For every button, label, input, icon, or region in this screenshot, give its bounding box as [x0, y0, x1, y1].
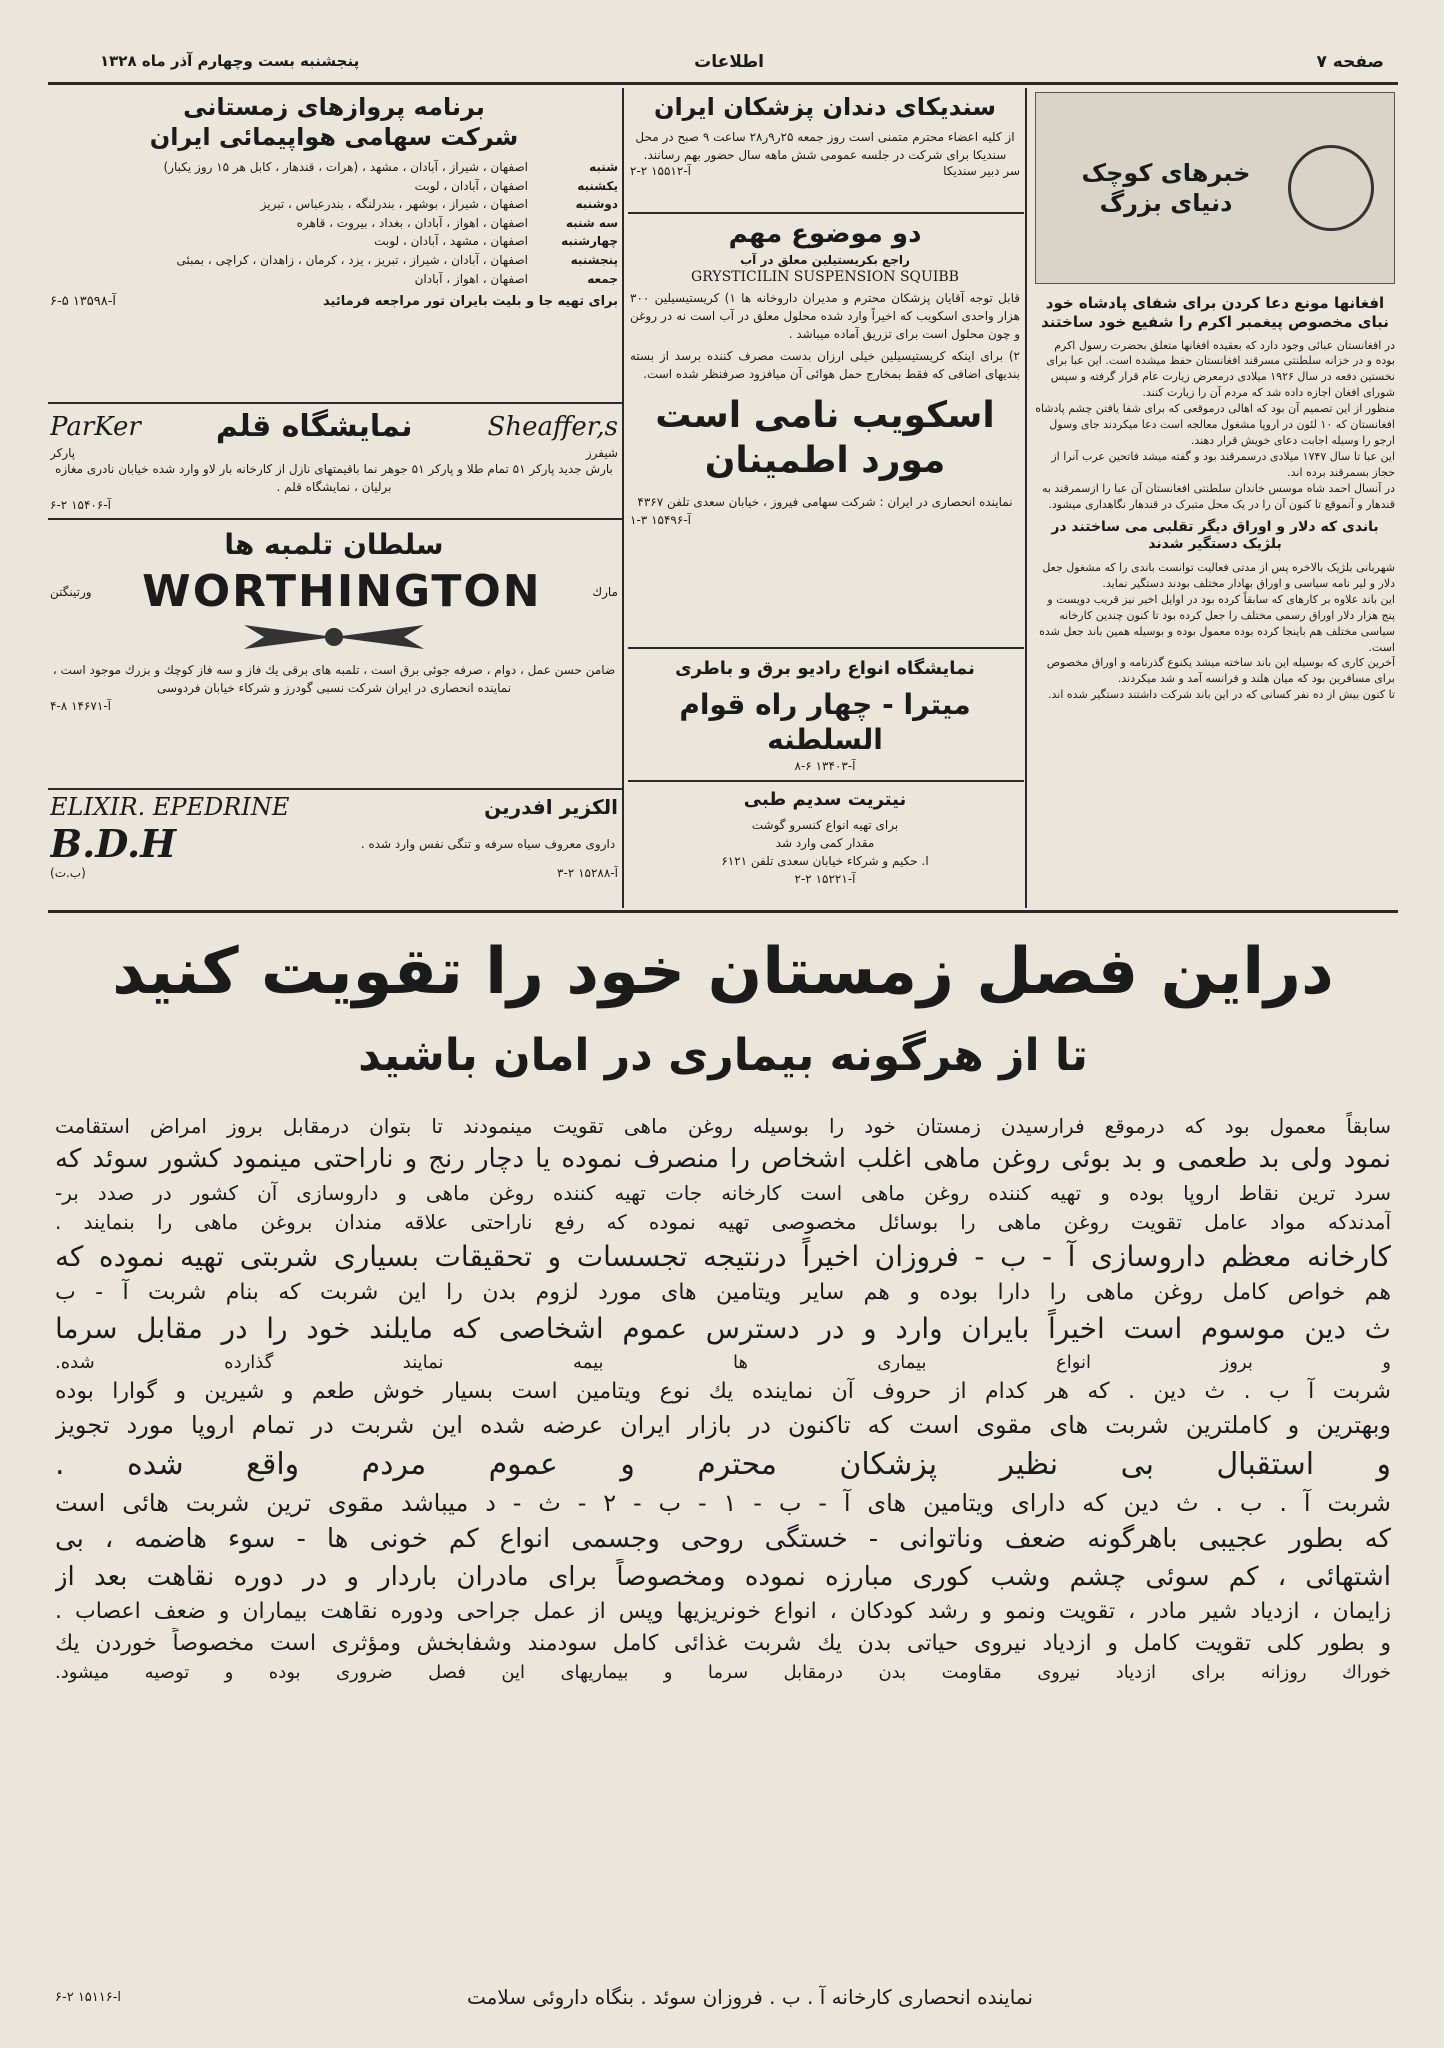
column-rule-right: [1025, 88, 1027, 908]
main-ad-line: و استقبال بی نظیر پزشکان محترم و عموم مردم واقع شده .: [55, 1446, 1391, 1482]
main-ad-body: [55, 1112, 1391, 1686]
flight-row: [50, 177, 618, 196]
squibb-slogan: اسکویب نامی است مورد اطمینان: [655, 394, 995, 481]
main-ad-code: آ-۱۵۱۱۶ ۲-۶: [55, 1990, 122, 2005]
main-ad-line: شربت آ . ب . ث دین که دارای ویتامین های آ - ب - ۱ - ب - ۲ - ث - د میباشد مقوی ترین شربت هائی است: [55, 1489, 1391, 1518]
flight-schedule-list: [50, 158, 618, 288]
rule-flights: [48, 402, 624, 404]
main-ad-line: آمدندکه مواد عامل تقویت روغن ماهی را بوسائل مخصوصی تهیه نموده که رفع ناراحتی علاقه مندان بروغن ماهی را بنمایند .: [55, 1209, 1391, 1234]
section-rule: [48, 910, 1398, 913]
sodium-nitrite-ad: نیتریت سدیم طبی برای تهیه انواع کنسرو گوشت مقدار کمی وارد شد ا. حکیم و شرکاء خیابان سعدی تلفن ۶۱۲۱ آ-۱۵۲۲۱ ۲-۲: [721, 789, 929, 886]
main-ad-line: و بطور کلی تقویت کامل و ازدیاد نیروی حیاتی بدن یك شربت غذائی کامل سودمند وشفابخش ومؤثری است مخصوصاً خوردن یك: [55, 1631, 1391, 1657]
main-ad-line: کارخانه معظم داروسازی آ - ب - فروزان اخیراً درنتیجه تجسسات و تحقیقات بسیاری شربتی تهیه نموده که: [55, 1239, 1391, 1273]
winged-emblem-icon: [234, 617, 434, 657]
main-ad-line: هم خواص کامل روغن ماهی را دارا بوده و هم سایر ویتامین های مورد لزوم بدن را این شربت که بنام شربت آ - ب: [55, 1280, 1391, 1306]
rule-dentists: [628, 212, 1024, 214]
column-rule-left: [622, 88, 624, 908]
pen-exhibition-ad: ParKer نمایشگاه قلم Sheaffer,s پارکر شیفرز بارش جدید پارکر ۵۱ تمام طلا و پارکر ۵۱ جوهر نما باقیمتهای نازل از کارخانه بار لاو وارد شده خیابان نادری مغازه برلیان ، نمایشگاه قلم . آ-۱۵۴۰۶ ۲-۶: [50, 409, 618, 512]
main-ad-line: ث دین موسوم است اخیراً بایران وارد و در دسترس عموم اشخاصی که مایلند خود را در مقابل سرما: [55, 1312, 1391, 1346]
flight-day: سه شنبه: [565, 215, 618, 230]
flight-day: جمعه: [587, 271, 618, 286]
flight-row: [50, 195, 618, 214]
flight-route: اصفهان ، اهواز ، آبادان ، بغداد ، بیروت ، قاهره: [296, 215, 528, 230]
main-ad-line: سرد ترین نقاط اروپا بوده و تهیه کننده روغن ماهی است کارخانه جات تهیه کننده روغن ماهی و داروسازی آن کشور در صدد بر-: [55, 1180, 1391, 1205]
headline-belgium: باندی که دلار و اوراق دیگر تقلبی می ساختند در بلژیک دستگیر شدند: [1051, 518, 1379, 553]
page-number: صفحه ۷: [1316, 52, 1384, 72]
flights-schedule-ad: برنامه پروازهای زمستانی شرکت سهامی هواپیمائی ایران شنبه اصفهان ، شیراز ، آبادان ، مشهد ، (هرات ، قندهار ، کابل هر ۱۵ روز یکبار) یکشنبه اصفهان ، آبادان ، لوبت دوشنبه اصفهان ، شیراز ، بوشهر ، بندرلنگه ، بندرعباس ، تبریز سه شنبه اصفهان ، اهواز ، آبادان ، بغداد ، بیروت ، قاهره چهارشنبه اصفهان ، مشهد ، آبادان ، لوبت پنجشنبه اصفهان ، آبادان ، شیراز ، تبریز ، یزد ، کرمان ، زاهدان ، کراچی ، بمبئی جمعه اصفهان ، اهواز ، آبادان برای تهیه جا و بلیت بایران تور مراجعه فرمائید آ-۱۳۵۹۸ ۵-۶: [50, 93, 618, 310]
flight-day: دوشنبه: [575, 197, 618, 212]
main-ad-agent: نماینده انحصاری کارخانه آ . ب . فروزان سوئد . بنگاه داروئی سلامت: [467, 1985, 1033, 2009]
issue-date: پنجشنبه بست وچهارم آذر ماه ۱۳۲۸: [100, 52, 360, 70]
main-ad-subhead: تا از هرگونه بیماری در امان باشید: [358, 1030, 1088, 1081]
main-ad-line: و بروز انواع بیماری ها بیمه نمایند گذارده شده.: [55, 1351, 1391, 1373]
elixir-ephedrine-ad: ELIXIR. EPEDRINE الکزیر افدرین B.D.H داروی معروف سیاه سرفه و تنگی نفس وارد شده . (ب.ت) آ-۱۵۲۸۸ ۲-۳: [50, 793, 618, 880]
main-ad-headline: دراین فصل زمستان خود را تقویت کنید: [112, 935, 1334, 1009]
flight-route: اصفهان ، مشهد ، آبادان ، لوبت: [374, 234, 528, 249]
main-ad-line: سابقاً معمول بود که درموقع فرارسیدن زمستان خود را بوسیله روغن ماهی تقویت مینمودند تا بتوان درمقابل بروز امراض استقامت: [55, 1114, 1391, 1138]
main-ad-line: نمود ولی بد طعمی و بد بوئی روغن ماهی اغلب اشخاص را منصرف نموده یا دچار رنج و ناراحتی مینمود کشور سوئد که: [55, 1144, 1391, 1174]
header-rule: [48, 82, 1398, 85]
main-ad-line: خوراك روزانه برای ازدیاد نیروی مقاومت بدن درمقابل سرما و بیماریهای این فصل ضروری بوده و توصیه میشود.: [55, 1662, 1391, 1683]
globe-icon: [1288, 145, 1374, 231]
flight-route: اصفهان ، شیراز ، آبادان ، مشهد ، (هرات ، قندهار ، کابل هر ۱۵ روز یکبار): [163, 160, 528, 174]
flight-row: [50, 232, 618, 251]
flight-route: اصفهان ، اهواز ، آبادان: [414, 271, 528, 286]
flight-day: چهارشنبه: [561, 234, 618, 249]
flight-route: اصفهان ، آبادان ، شیراز ، تبریز ، یزد ، کرمان ، زاهدان ، کراچی ، بمبئی: [176, 252, 528, 267]
small-world-news: خبرهای کوچک دنیای بزرگ افغانها مونع دعا کردن برای شفای پادشاه خود نبای مخصوص پیغمبر اکرم را شفیع خود ساختند در افغانستان عبائی وجود دارد که بعقیده افغانها متعلق بحضرت رسول اکرم بوده و در خزانه سلطنتی مسرقند افغانستان حفظ میشده است. این عبا برای نخستین دفعه در سال ۱۹۲۶ میلادی درمعرض زیارت عام قرار گرفته و سپس شورای افغان اجازه داده شد که مردم آن را زیارت کنند. منظور از این تصمیم آن بود که اهالی درموقعی که برای شفا یافتن چشم پادشاه افغانستان که ۱۰ لئون در اروپا مشغول معالجه است دعا میکردند جای وسول ارجو را وسیله اجابت دعای خویش قرار دهند. این عبا تا سال ۱۷۴۷ میلادی درسمرقند بود و گفته میشد فاتحین عرب آنرا از حجاز بسمرقند برده اند. در آنسال احمد شاه موسس خاندان سلطنتی افغانستان آن عبا را ازسمرقند به قندهار و آنموقع تا کنون آن را در یک محل متبرک در قندهار نگاهداری میشود. باندی که دلار و اوراق دیگر تقلبی می ساختند در بلژیک دستگیر شدند شهربانی بلژیک بالاخره پس از مدتی فعالیت توانست باندی را که مشغول جعل دلار و لیر نامه سیاسی و اوراق بهادار مختلف بودند دستگیر نماید. این باند علاوه بر کارهای که سابقاً کرده بود در اوایل اخیر نیز قریب دویست و پنج هزار دلار اوراق رسمی مختلف را جعل کرده بود تا کنون چندین کارخانه سیاسی مختلف هم باینجا کرده بوده معمول بوده و بوسیله همین باند جعل شده است. آخرین کاری که بوسیله این باند ساخته میشد یکنوع گذرنامه و اوراق مخصوص برای مسافرین بود که میان هلند و فرانسه آمد و شد میکردند. تا کنون بیش از ده نفر کسانی که در این باند شرکت داشتند دستگیر شده اند.: [1035, 92, 1395, 907]
flight-row: [50, 158, 618, 177]
rule-worthington: [48, 788, 624, 790]
worthington-pumps-ad: سلطان تلمبه ها ورتینگتن WORTHINGTON مارك ضامن حسن عمل ، دوام ، صرفه جوئی برق است ، تلمبه های برقی یك فاز و سه فاز کوچك و بزرك موجود است ، نماینده انحصاری در ایران شرکت نسبی گودرز و شرکاء خیابان فردوسی آ-۱۴۶۷۱ ۸-۴: [50, 528, 618, 713]
flight-row: [50, 214, 618, 233]
squibb-ad: دو موضوع مهم راجع بکریستیلین معلق در آب GRYSTICILIN SUSPENSION SQUIBB قابل توجه آقایان پزشکان محترم و مدیران داروخانه ها ۱) کریستیسیلین ۳۰۰ هزار واحدی اسکویب که اخیراً وارد شده محلول معلق در آب است نه در روغن و چون محلول است برای تزریق آماده میباشد . ۲) برای اینکه کریستیسیلین خیلی ارزان بدست مصرف کننده برسد از بسته بندیهای اضافی که فقط بمخارج حمل هوائی آن میافزود صرفنظر شده است. اسکویب نامی است مورد اطمینان نماینده انحصاری در ایران : شرکت سهامی فیروز ، خیابان سعدی تلفن ۴۳۶۷ آ-۱۵۴۹۶ ۳-۱: [630, 219, 1020, 527]
rule-squibb: [628, 647, 1024, 649]
radio-shop-ad: نمایشگاه انواع رادیو برق و باطری میترا - چهار راه قوام السلطنه آ-۱۳۴۰۳ ۶-۸: [675, 658, 975, 773]
main-ad-line: اشتهائی ، کم سوئی چشم وشب کوری مبارزه نموده ومخصوصاً برای مادران باردار و در دوره نقاهت بعد از: [55, 1561, 1391, 1592]
headline-afghan: افغانها مونع دعا کردن برای شفای پادشاه خود نبای مخصوص پیغمبر اکرم را شفیع خود ساختند: [1041, 294, 1389, 331]
flight-day: شنبه: [589, 160, 618, 174]
dentists-syndicate-ad: سندیکای دندان پزشکان ایران از کلیه اعضاء محترم متمنی است روز جمعه ۲۵ر۹ر۲۸ ساعت ۹ صبح در محل سندیکا برای شرکت در جلسه عمومی شش ماهه سال حضور بهم رسانند. سر دبیر سندیکا آ-۱۵۵۱۲ ۲-۲: [630, 93, 1020, 178]
flight-row: [50, 270, 618, 289]
main-ad-line: زایمان ، ازدیاد شیر مادر ، تقویت ونمو و رشد کودکان ، انواع خونریزیها وپس از عمل جراحی ودوره نقاهت بیماران و ضعف اعصاب .: [55, 1599, 1391, 1625]
flight-day: یکشنبه: [577, 178, 618, 193]
newspaper-name: اطلاعات: [694, 52, 764, 72]
flight-route: اصفهان ، شیراز ، بوشهر ، بندرلنگه ، بندرعباس ، تبریز: [260, 197, 528, 212]
flight-day: پنجشنبه: [570, 252, 618, 267]
rule-radio: [628, 780, 1024, 782]
main-ad-line: که بطور عجیبی باهرگونه ضعف وناتوانی - خستگی روحی وجسمی انواع کم خونی ها - سوء هاضمه ، بی: [55, 1523, 1391, 1554]
flight-route: اصفهان ، آبادان ، لوبت: [414, 178, 528, 193]
main-ad-line: وبهترین و کاملترین شربت های مقوی است که تاکنون در بازار ایران عرضه شده این شربت در تمام اروپا مورد تجویز: [55, 1410, 1391, 1439]
flight-row: [50, 251, 618, 270]
rule-pens: [48, 518, 624, 520]
main-ad-line: شربت آ ب . ث دین . که هر کدام از حروف آن نماینده یك نوع ویتامین است بسیار خوش طعم و شیرین و گوارا بوده: [55, 1378, 1391, 1404]
small-world-banner: خبرهای کوچک دنیای بزرگ: [1035, 92, 1395, 284]
